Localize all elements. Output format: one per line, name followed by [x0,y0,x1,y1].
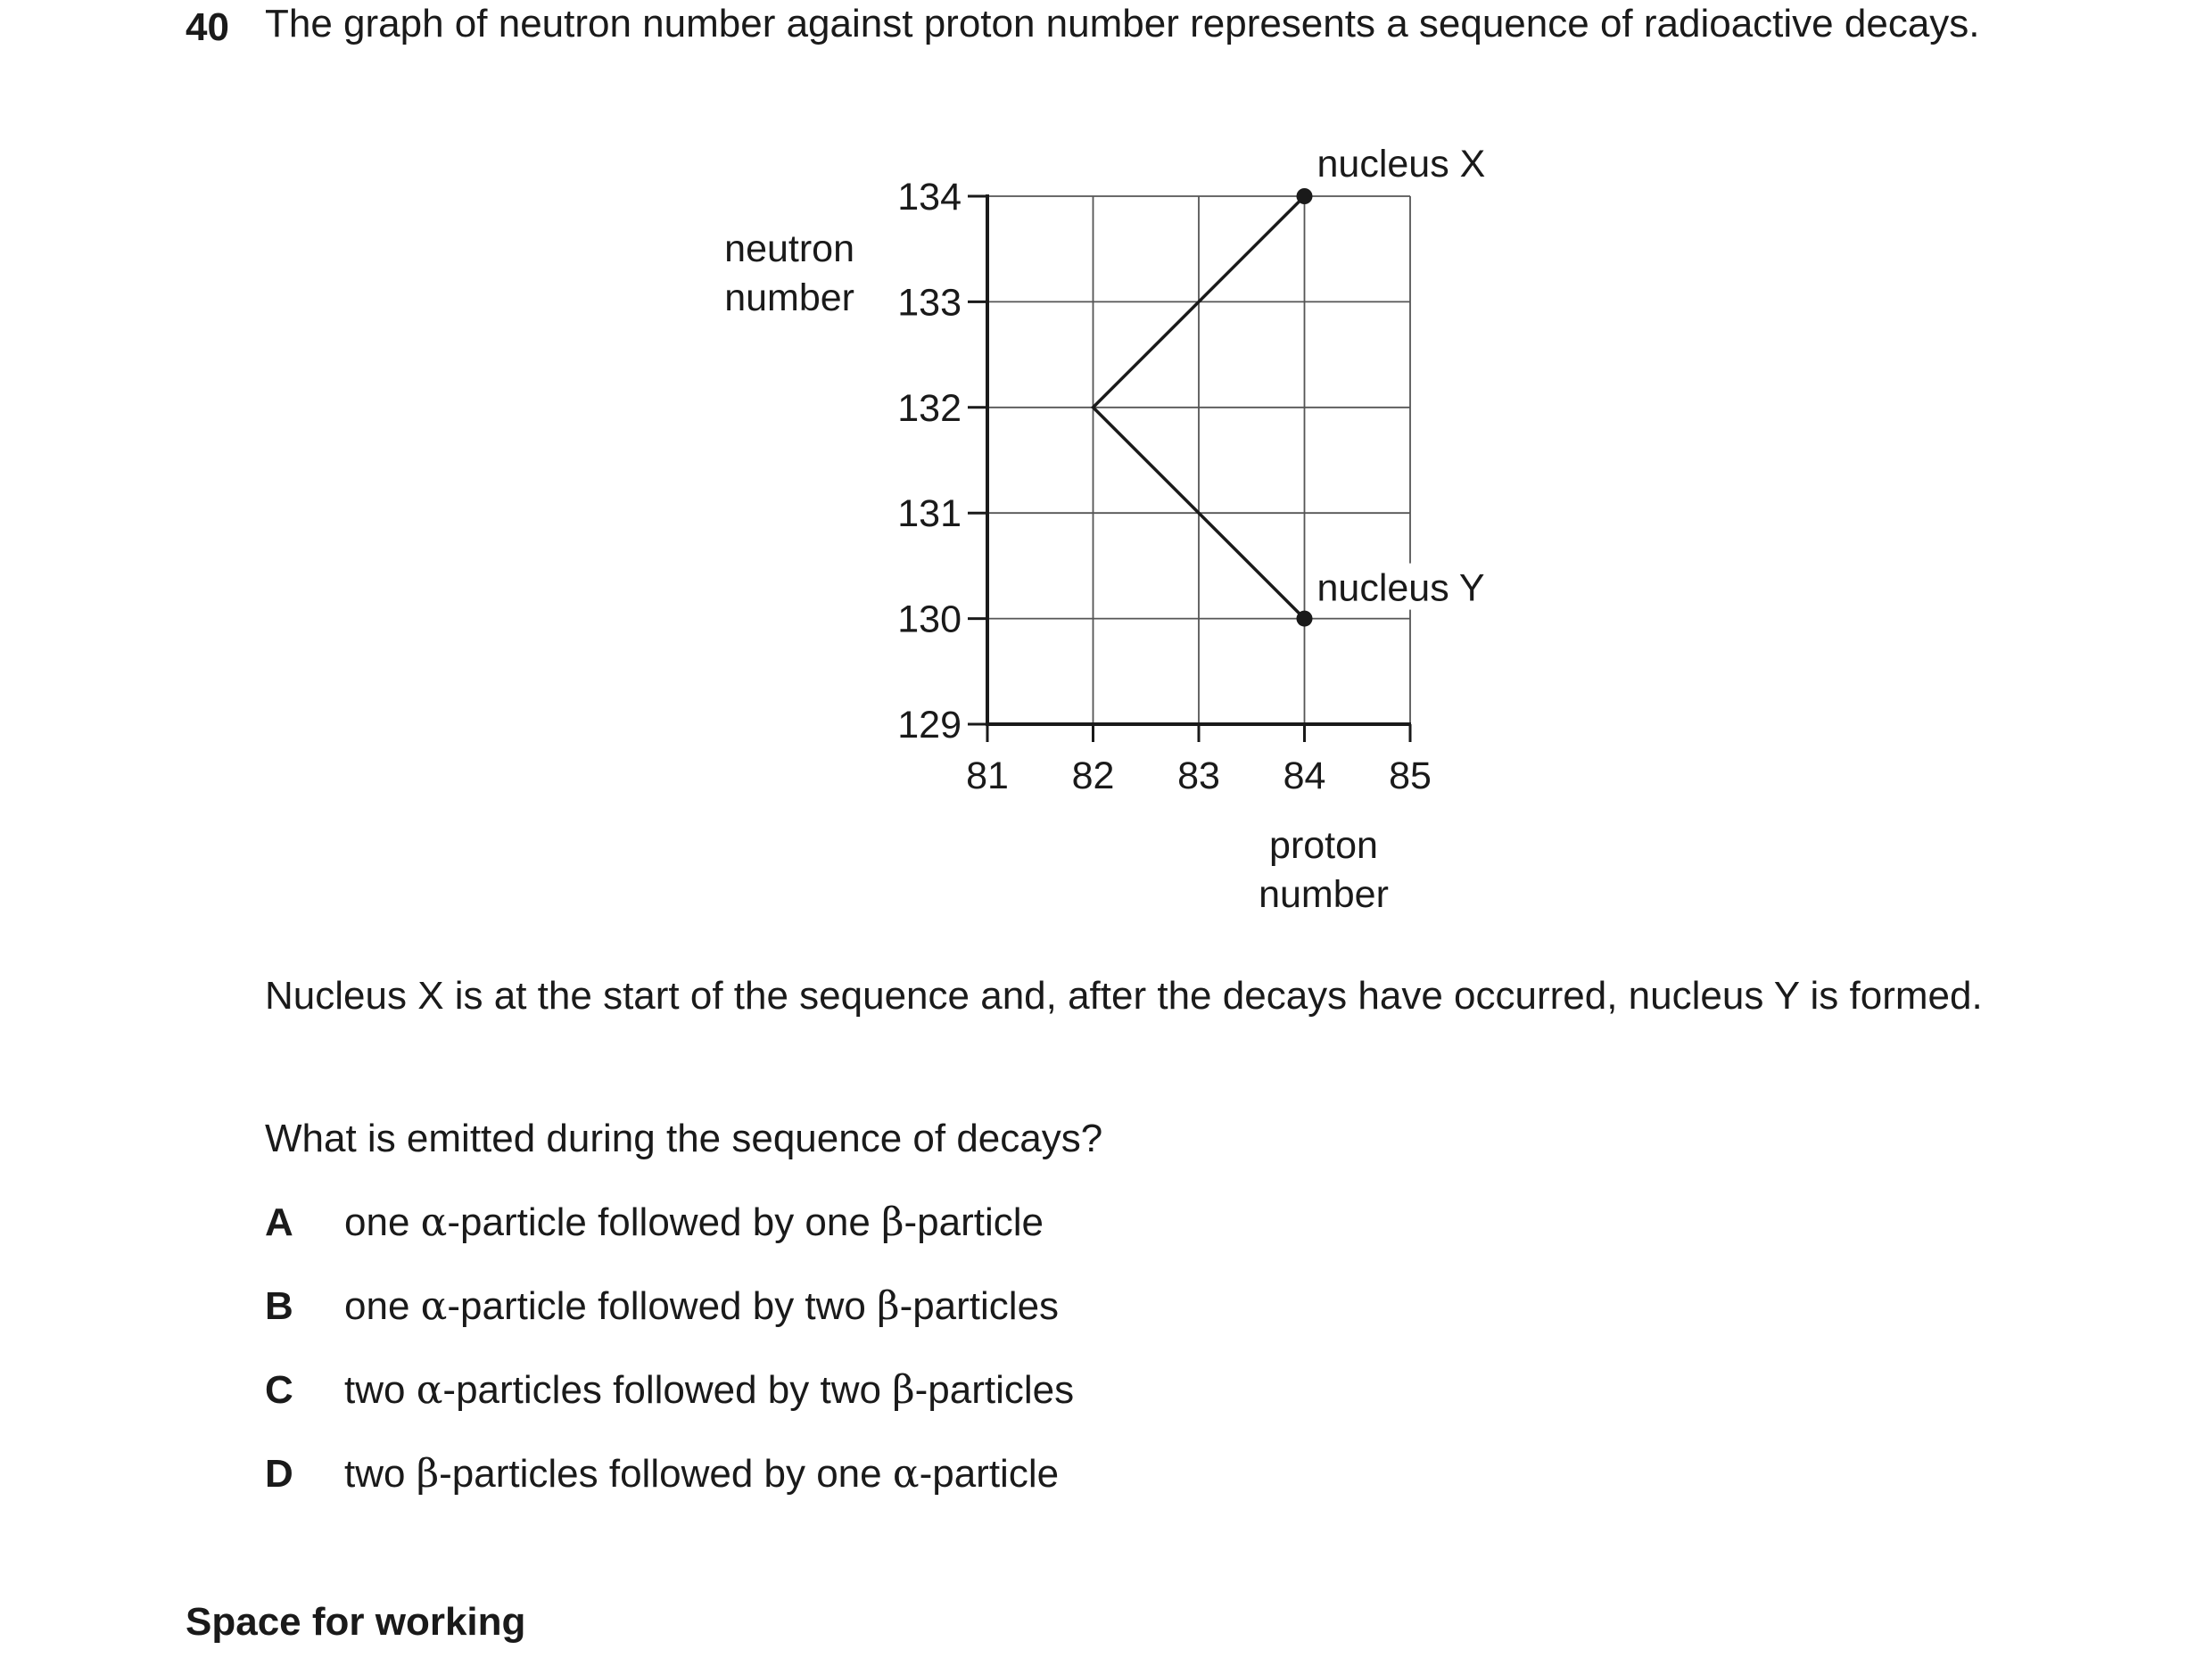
option-text-part: -particles followed by two [442,1368,893,1412]
x-tick-label: 83 [1177,755,1220,797]
x-tick-label: 84 [1283,755,1326,797]
x-axis-label-line: proton [1269,824,1378,867]
option-text-part: -particle followed by one [447,1200,882,1244]
option-text-part: -particles [914,1368,1075,1412]
option-text-part: one [344,1200,421,1244]
option-d-letter: D [265,1452,293,1496]
grid-lines [987,196,1410,724]
tick-labels [897,176,1432,797]
nucleus-label: nucleus Y [1316,566,1485,610]
x-axis-label-line: number [1259,873,1389,916]
greek-symbol: β [416,1451,440,1497]
greek-symbol: α [420,1283,448,1329]
tick-marks [968,196,1410,742]
axis-labels [724,227,1389,916]
question-intro: The graph of neutron number against proton number represents a sequence of radioactive decays. [265,2,1980,45]
option-b-letter: B [265,1284,293,1328]
question-number: 40 [186,5,229,49]
option-text-part: two [344,1452,417,1496]
y-tick-label: 132 [897,386,962,430]
option-b-text [344,1282,1059,1331]
y-axis-label-line: neutron [724,227,854,270]
x-tick-label: 82 [1071,755,1115,797]
option-text-part: two [344,1368,417,1412]
greek-symbol: β [881,1200,904,1245]
option-text-part: -particles followed by one [439,1452,893,1496]
option-c-letter: C [265,1368,293,1412]
greek-symbol: α [892,1451,920,1497]
greek-symbol: α [416,1367,443,1413]
y-axis-label-line: number [724,276,854,319]
nucleus-point [1297,611,1313,627]
greek-symbol: β [877,1283,900,1329]
y-tick-label: 130 [897,598,962,641]
nucleus-label: nucleus X [1316,143,1486,186]
greek-symbol: α [420,1200,448,1245]
point-labels [1314,143,1492,610]
nucleus-point [1297,188,1313,204]
option-d-text [344,1450,1059,1498]
space-for-working-heading: Space for working [186,1600,526,1644]
option-a-letter: A [265,1200,293,1244]
y-tick-label: 134 [897,176,962,219]
x-tick-label: 81 [966,755,1009,797]
greek-symbol: β [892,1367,915,1413]
y-tick-label: 129 [897,704,962,746]
option-text-part: -particle followed by two [447,1284,878,1328]
x-tick-label: 85 [1389,755,1432,797]
option-a-text [344,1199,1044,1247]
option-c-text [344,1366,1074,1414]
option-text-part: one [344,1284,421,1328]
question-description: Nucleus X is at the start of the sequence and, after the decays have occurred, nucleus Y is formed. [265,974,1983,1018]
y-tick-label: 133 [897,281,962,325]
option-text-part: -particle [904,1200,1044,1244]
y-tick-label: 131 [897,492,962,536]
option-text-part: -particle [919,1452,1060,1496]
option-text-part: -particles [899,1284,1060,1328]
question-prompt: What is emitted during the sequence of decays? [265,1117,1103,1160]
